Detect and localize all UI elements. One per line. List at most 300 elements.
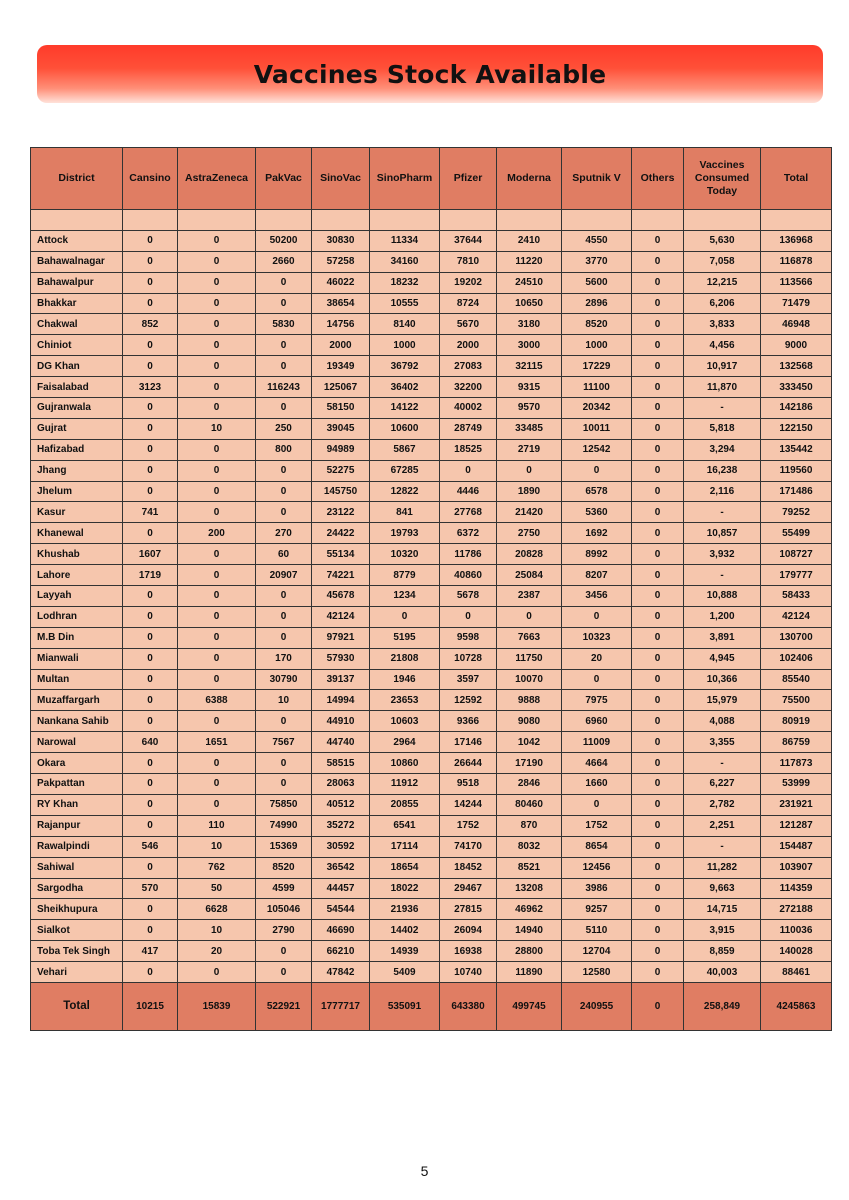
value-cell: 0 [632, 920, 684, 941]
value-cell: 116243 [256, 377, 312, 398]
value-cell: 0 [178, 565, 256, 586]
value-cell: 0 [632, 460, 684, 481]
value-cell: 11890 [497, 962, 562, 983]
value-cell: 1692 [562, 523, 632, 544]
value-cell: 0 [178, 481, 256, 502]
value-cell: 67285 [370, 460, 440, 481]
value-cell: 0 [256, 586, 312, 607]
value-cell: 14,715 [684, 899, 761, 920]
value-cell: 3123 [123, 377, 178, 398]
district-cell: Mianwali [31, 648, 123, 669]
header-row [31, 148, 832, 210]
value-cell: 741 [123, 502, 178, 523]
district-cell: Bahawalpur [31, 272, 123, 293]
value-cell: 2896 [562, 293, 632, 314]
value-cell: 40002 [440, 398, 497, 419]
value-cell: 0 [632, 606, 684, 627]
value-cell: 10 [178, 418, 256, 439]
value-cell: 0 [178, 335, 256, 356]
value-cell: 0 [123, 711, 178, 732]
value-cell: 71479 [761, 293, 832, 314]
value-cell: 0 [178, 711, 256, 732]
value-cell: 24422 [312, 523, 370, 544]
value-cell: 32115 [497, 356, 562, 377]
table-row [31, 544, 832, 565]
column-header: Total [761, 148, 832, 210]
value-cell: 6541 [370, 815, 440, 836]
value-cell: 132568 [761, 356, 832, 377]
value-cell: 26644 [440, 753, 497, 774]
value-cell: 5830 [256, 314, 312, 335]
value-cell: 46022 [312, 272, 370, 293]
value-cell: 28749 [440, 418, 497, 439]
value-cell: 5678 [440, 586, 497, 607]
table-row [31, 627, 832, 648]
value-cell: 0 [632, 711, 684, 732]
value-cell: 97921 [312, 627, 370, 648]
value-cell: 12580 [562, 962, 632, 983]
district-cell: Sialkot [31, 920, 123, 941]
value-cell: 2,116 [684, 481, 761, 502]
value-cell: 8654 [562, 836, 632, 857]
value-cell: 0 [256, 481, 312, 502]
district-cell: Okara [31, 753, 123, 774]
value-cell: 14402 [370, 920, 440, 941]
value-cell: 14756 [312, 314, 370, 335]
value-cell: 0 [178, 230, 256, 251]
value-cell: 0 [370, 606, 440, 627]
value-cell: 0 [562, 669, 632, 690]
value-cell: 1660 [562, 774, 632, 795]
value-cell: 20342 [562, 398, 632, 419]
value-cell: 145750 [312, 481, 370, 502]
value-cell: 20 [562, 648, 632, 669]
value-cell: 250 [256, 418, 312, 439]
value-cell: 0 [440, 606, 497, 627]
value-cell: 2719 [497, 439, 562, 460]
value-cell: 12,215 [684, 272, 761, 293]
value-cell: 39045 [312, 418, 370, 439]
value-cell: 0 [178, 293, 256, 314]
value-cell: 26094 [440, 920, 497, 941]
total-cell: 522921 [256, 982, 312, 1030]
value-cell: 270 [256, 523, 312, 544]
value-cell: 15369 [256, 836, 312, 857]
value-cell: 46948 [761, 314, 832, 335]
value-cell: 10,857 [684, 523, 761, 544]
total-cell: 643380 [440, 982, 497, 1030]
value-cell: 0 [632, 669, 684, 690]
total-cell: 0 [632, 982, 684, 1030]
value-cell: 0 [178, 627, 256, 648]
value-cell: 38654 [312, 293, 370, 314]
value-cell: 3,294 [684, 439, 761, 460]
value-cell: 10320 [370, 544, 440, 565]
value-cell: 8520 [256, 857, 312, 878]
district-cell: Jhelum [31, 481, 123, 502]
value-cell: 3456 [562, 586, 632, 607]
value-cell: 140028 [761, 941, 832, 962]
value-cell: 570 [123, 878, 178, 899]
value-cell: 5110 [562, 920, 632, 941]
value-cell: 0 [440, 460, 497, 481]
value-cell: 5360 [562, 502, 632, 523]
district-cell: Rawalpindi [31, 836, 123, 857]
value-cell: 0 [123, 251, 178, 272]
value-cell: 136968 [761, 230, 832, 251]
value-cell: 10555 [370, 293, 440, 314]
value-cell: 0 [632, 627, 684, 648]
value-cell: 272188 [761, 899, 832, 920]
value-cell: 0 [632, 293, 684, 314]
district-cell: Bhakkar [31, 293, 123, 314]
value-cell: 6372 [440, 523, 497, 544]
value-cell: 2660 [256, 251, 312, 272]
table-row [31, 230, 832, 251]
district-cell: Multan [31, 669, 123, 690]
value-cell: 0 [632, 398, 684, 419]
district-cell: Attock [31, 230, 123, 251]
district-cell: Muzaffargarh [31, 690, 123, 711]
district-cell: Gujrat [31, 418, 123, 439]
value-cell: 0 [632, 544, 684, 565]
table-row [31, 565, 832, 586]
total-cell: 240955 [562, 982, 632, 1030]
table-row [31, 774, 832, 795]
value-cell: 28800 [497, 941, 562, 962]
value-cell: 1042 [497, 732, 562, 753]
value-cell: 44910 [312, 711, 370, 732]
value-cell: 0 [123, 418, 178, 439]
value-cell: 6,227 [684, 774, 761, 795]
value-cell: 10603 [370, 711, 440, 732]
value-cell: 1651 [178, 732, 256, 753]
value-cell: 2,251 [684, 815, 761, 836]
value-cell: 9,663 [684, 878, 761, 899]
district-cell: Hafizabad [31, 439, 123, 460]
district-cell: Jhang [31, 460, 123, 481]
value-cell: 17190 [497, 753, 562, 774]
district-cell: Rajanpur [31, 815, 123, 836]
value-cell: 8140 [370, 314, 440, 335]
value-cell: 0 [123, 293, 178, 314]
value-cell: 14940 [497, 920, 562, 941]
value-cell: 44457 [312, 878, 370, 899]
value-cell: 0 [632, 439, 684, 460]
value-cell: 0 [632, 565, 684, 586]
value-cell: 17114 [370, 836, 440, 857]
value-cell: 32200 [440, 377, 497, 398]
value-cell: 2964 [370, 732, 440, 753]
value-cell: 10,917 [684, 356, 761, 377]
value-cell: 1607 [123, 544, 178, 565]
value-cell: 0 [178, 398, 256, 419]
column-header: PakVac [256, 148, 312, 210]
value-cell: 119560 [761, 460, 832, 481]
table-row [31, 794, 832, 815]
district-cell: Sheikhupura [31, 899, 123, 920]
value-cell: 14122 [370, 398, 440, 419]
value-cell: 0 [123, 606, 178, 627]
value-cell: 130700 [761, 627, 832, 648]
value-cell: 10 [256, 690, 312, 711]
value-cell: 1000 [562, 335, 632, 356]
value-cell: 11912 [370, 774, 440, 795]
value-cell: 3180 [497, 314, 562, 335]
value-cell: 29467 [440, 878, 497, 899]
value-cell: 11009 [562, 732, 632, 753]
value-cell: 4,088 [684, 711, 761, 732]
value-cell: 55134 [312, 544, 370, 565]
value-cell: 0 [123, 962, 178, 983]
total-cell: 1777717 [312, 982, 370, 1030]
value-cell: 5670 [440, 314, 497, 335]
value-cell: 30592 [312, 836, 370, 857]
district-cell: Faisalabad [31, 377, 123, 398]
value-cell: 18022 [370, 878, 440, 899]
value-cell: 0 [178, 648, 256, 669]
value-cell: 12822 [370, 481, 440, 502]
value-cell: 0 [632, 648, 684, 669]
value-cell: 0 [178, 669, 256, 690]
value-cell: 5195 [370, 627, 440, 648]
value-cell: 0 [123, 857, 178, 878]
value-cell: 135442 [761, 439, 832, 460]
value-cell: 171486 [761, 481, 832, 502]
column-header: Vaccines Consumed Today [684, 148, 761, 210]
column-header: District [31, 148, 123, 210]
table-row [31, 460, 832, 481]
value-cell: 10860 [370, 753, 440, 774]
table-row [31, 836, 832, 857]
value-cell: 102406 [761, 648, 832, 669]
value-cell: 11100 [562, 377, 632, 398]
value-cell: 74990 [256, 815, 312, 836]
value-cell: 0 [178, 544, 256, 565]
value-cell: 0 [123, 439, 178, 460]
value-cell: 75500 [761, 690, 832, 711]
value-cell: 85540 [761, 669, 832, 690]
value-cell: - [684, 398, 761, 419]
value-cell: 3,355 [684, 732, 761, 753]
value-cell: 8520 [562, 314, 632, 335]
table-row [31, 941, 832, 962]
value-cell: 0 [178, 356, 256, 377]
value-cell: 0 [562, 606, 632, 627]
value-cell: 1752 [562, 815, 632, 836]
value-cell: 0 [256, 502, 312, 523]
value-cell: 0 [123, 774, 178, 795]
value-cell: 58433 [761, 586, 832, 607]
value-cell: 142186 [761, 398, 832, 419]
value-cell: 0 [256, 398, 312, 419]
table-row [31, 857, 832, 878]
value-cell: 0 [256, 606, 312, 627]
value-cell: 14994 [312, 690, 370, 711]
value-cell: 0 [256, 941, 312, 962]
value-cell: 103907 [761, 857, 832, 878]
value-cell: 2790 [256, 920, 312, 941]
value-cell: 0 [178, 753, 256, 774]
value-cell: 852 [123, 314, 178, 335]
value-cell: 57258 [312, 251, 370, 272]
value-cell: 7810 [440, 251, 497, 272]
value-cell: 0 [123, 648, 178, 669]
value-cell: 16938 [440, 941, 497, 962]
table-row [31, 732, 832, 753]
table-row [31, 711, 832, 732]
value-cell: 1946 [370, 669, 440, 690]
district-cell: DG Khan [31, 356, 123, 377]
table-row [31, 753, 832, 774]
value-cell: 0 [123, 669, 178, 690]
table-row [31, 439, 832, 460]
value-cell: 800 [256, 439, 312, 460]
value-cell: 14244 [440, 794, 497, 815]
value-cell: 17146 [440, 732, 497, 753]
value-cell: - [684, 502, 761, 523]
value-cell: 0 [632, 335, 684, 356]
value-cell: 11334 [370, 230, 440, 251]
total-cell: 499745 [497, 982, 562, 1030]
value-cell: 0 [123, 523, 178, 544]
district-cell: Lodhran [31, 606, 123, 627]
value-cell: 0 [256, 711, 312, 732]
value-cell: 0 [632, 878, 684, 899]
value-cell: 0 [632, 941, 684, 962]
value-cell: 18654 [370, 857, 440, 878]
district-cell: Sargodha [31, 878, 123, 899]
value-cell: 0 [178, 774, 256, 795]
value-cell: 15,979 [684, 690, 761, 711]
value-cell: 0 [632, 230, 684, 251]
value-cell: 10,888 [684, 586, 761, 607]
value-cell: 0 [256, 962, 312, 983]
value-cell: 0 [632, 314, 684, 335]
value-cell: 231921 [761, 794, 832, 815]
value-cell: 4,456 [684, 335, 761, 356]
value-cell: 10728 [440, 648, 497, 669]
column-header: SinoVac [312, 148, 370, 210]
value-cell: 5,818 [684, 418, 761, 439]
value-cell: 0 [256, 272, 312, 293]
value-cell: 170 [256, 648, 312, 669]
value-cell: 0 [123, 481, 178, 502]
value-cell: 8,859 [684, 941, 761, 962]
value-cell: 11,870 [684, 377, 761, 398]
value-cell: 79252 [761, 502, 832, 523]
value-cell: 5600 [562, 272, 632, 293]
value-cell: 39137 [312, 669, 370, 690]
value-cell: 0 [256, 753, 312, 774]
value-cell: 42124 [761, 606, 832, 627]
district-cell: Gujranwala [31, 398, 123, 419]
value-cell: 125067 [312, 377, 370, 398]
value-cell: 0 [178, 502, 256, 523]
value-cell: 9366 [440, 711, 497, 732]
value-cell: 74221 [312, 565, 370, 586]
page-number: 5 [420, 1163, 429, 1179]
value-cell: 0 [632, 251, 684, 272]
table-row [31, 878, 832, 899]
value-cell: 0 [123, 586, 178, 607]
value-cell: 9570 [497, 398, 562, 419]
value-cell: 0 [123, 356, 178, 377]
value-cell: 20828 [497, 544, 562, 565]
value-cell: 57930 [312, 648, 370, 669]
value-cell: 0 [632, 899, 684, 920]
value-cell: 9888 [497, 690, 562, 711]
table-row [31, 335, 832, 356]
value-cell: 1719 [123, 565, 178, 586]
value-cell: 20 [178, 941, 256, 962]
value-cell: 40512 [312, 794, 370, 815]
value-cell: 110036 [761, 920, 832, 941]
table-row [31, 669, 832, 690]
value-cell: 0 [178, 606, 256, 627]
value-cell: 55499 [761, 523, 832, 544]
value-cell: 0 [256, 460, 312, 481]
value-cell: 5409 [370, 962, 440, 983]
value-cell: 10011 [562, 418, 632, 439]
value-cell: 417 [123, 941, 178, 962]
value-cell: 23122 [312, 502, 370, 523]
value-cell: 46962 [497, 899, 562, 920]
total-cell: 258,849 [684, 982, 761, 1030]
value-cell: 762 [178, 857, 256, 878]
value-cell: 0 [632, 377, 684, 398]
value-cell: 18525 [440, 439, 497, 460]
value-cell: 30790 [256, 669, 312, 690]
district-cell: Sahiwal [31, 857, 123, 878]
value-cell: 3986 [562, 878, 632, 899]
value-cell: 11750 [497, 648, 562, 669]
value-cell: 2410 [497, 230, 562, 251]
value-cell: 7663 [497, 627, 562, 648]
value-cell: 40,003 [684, 962, 761, 983]
value-cell: 12704 [562, 941, 632, 962]
value-cell: 4,945 [684, 648, 761, 669]
value-cell: 200 [178, 523, 256, 544]
table-row [31, 251, 832, 272]
value-cell: 3770 [562, 251, 632, 272]
value-cell: 4446 [440, 481, 497, 502]
total-cell: 4245863 [761, 982, 832, 1030]
table-row [31, 690, 832, 711]
value-cell: 30830 [312, 230, 370, 251]
totals-row [31, 982, 832, 1030]
value-cell: 0 [632, 523, 684, 544]
value-cell: 0 [123, 899, 178, 920]
column-header: Pfizer [440, 148, 497, 210]
value-cell: 0 [632, 857, 684, 878]
value-cell: 5867 [370, 439, 440, 460]
total-cell: 15839 [178, 982, 256, 1030]
value-cell: 42124 [312, 606, 370, 627]
value-cell: 9518 [440, 774, 497, 795]
value-cell: 0 [562, 794, 632, 815]
value-cell: 8779 [370, 565, 440, 586]
value-cell: 1234 [370, 586, 440, 607]
value-cell: 7567 [256, 732, 312, 753]
value-cell: 0 [632, 836, 684, 857]
value-cell: 23653 [370, 690, 440, 711]
value-cell: 0 [123, 690, 178, 711]
value-cell: 9000 [761, 335, 832, 356]
table-body [31, 210, 832, 983]
value-cell: 3,891 [684, 627, 761, 648]
district-cell: RY Khan [31, 794, 123, 815]
